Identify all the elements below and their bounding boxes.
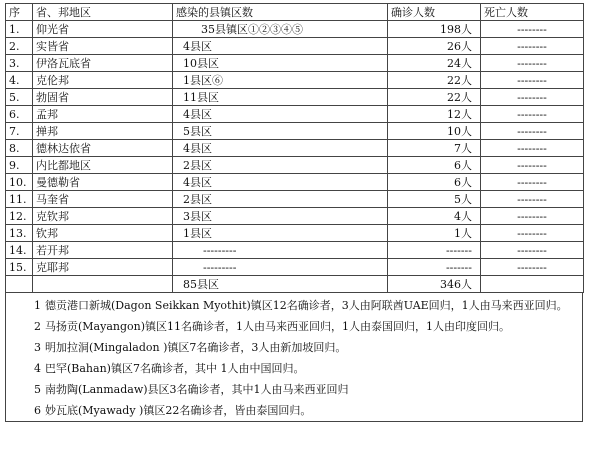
row-region: 内比都地区 (33, 157, 173, 174)
row-no: 2. (6, 38, 33, 55)
row-deaths: -------- (481, 123, 584, 140)
table-row (6, 72, 584, 89)
row-confirmed: 24人 (388, 55, 481, 72)
table-row (6, 55, 584, 72)
table-row (6, 174, 584, 191)
row-deaths: -------- (481, 157, 584, 174)
row-region: 德林达依省 (33, 140, 173, 157)
row-deaths: -------- (481, 208, 584, 225)
row-deaths: -------- (481, 89, 584, 106)
total-empty-cell-0 (6, 276, 33, 293)
row-towns: 2县区 (173, 191, 388, 208)
row-confirmed: 6人 (388, 157, 481, 174)
row-no: 12. (6, 208, 33, 225)
total-empty-cell-1 (33, 276, 173, 293)
header-confirmed: 确诊人数 (388, 4, 481, 21)
row-region: 伊洛瓦底省 (33, 55, 173, 72)
row-no: 15. (6, 259, 33, 276)
row-no: 10. (6, 174, 33, 191)
row-confirmed: 12人 (388, 106, 481, 123)
table-row (6, 259, 584, 276)
footnote-text: 明加拉洞(Mingaladon )镇区7名确诊者，3人由新加坡回归。 (45, 341, 347, 354)
table-row (6, 123, 584, 140)
row-towns: 4县区 (173, 106, 388, 123)
footnote-text: 马扬贡(Mayangon)镇区11名确诊者，1人由马来西亚回归，1人由泰国回归，1人由印度回归。 (45, 320, 510, 333)
row-confirmed: 22人 (388, 89, 481, 106)
row-confirmed: ------- (388, 259, 481, 276)
row-region: 曼德勒省 (33, 174, 173, 191)
row-towns: 4县区 (173, 140, 388, 157)
table-row (6, 191, 584, 208)
table-row (6, 242, 584, 259)
row-confirmed: 4人 (388, 208, 481, 225)
row-deaths: -------- (481, 38, 584, 55)
row-towns: --------- (173, 259, 388, 276)
row-confirmed: 1人 (388, 225, 481, 242)
row-confirmed: 10人 (388, 123, 481, 140)
row-no: 7. (6, 123, 33, 140)
footnote-number: 6 (34, 404, 41, 417)
row-deaths: -------- (481, 174, 584, 191)
table-row (6, 225, 584, 242)
footnote-text: 德贡港口新城(Dagon Seikkan Myothit)镇区12名确诊者，3人由阿联酋UAE回归，1人由马来西亚回归。 (45, 299, 568, 312)
row-region: 孟邦 (33, 106, 173, 123)
row-no: 8. (6, 140, 33, 157)
row-towns: 2县区 (173, 157, 388, 174)
row-confirmed: 26人 (388, 38, 481, 55)
table-row (6, 140, 584, 157)
row-no: 11. (6, 191, 33, 208)
row-no: 13. (6, 225, 33, 242)
row-towns: 35县镇区①②③④⑤ (173, 21, 388, 38)
footnotes-box (5, 293, 583, 422)
footnote (6, 358, 582, 379)
row-no: 1. (6, 21, 33, 38)
footnote (6, 400, 582, 421)
footnote-number: 1 (34, 299, 41, 312)
header-no: 序 (6, 4, 33, 21)
row-deaths: -------- (481, 259, 584, 276)
row-deaths: -------- (481, 21, 584, 38)
row-no: 9. (6, 157, 33, 174)
row-towns: --------- (173, 242, 388, 259)
row-region: 马奎省 (33, 191, 173, 208)
row-towns: 5县区 (173, 123, 388, 140)
row-deaths: -------- (481, 242, 584, 259)
row-confirmed: 6人 (388, 174, 481, 191)
row-region: 勃固省 (33, 89, 173, 106)
total-empty-cell-4 (481, 276, 584, 293)
row-region: 实皆省 (33, 38, 173, 55)
table-row (6, 208, 584, 225)
row-deaths: -------- (481, 140, 584, 157)
row-confirmed: 22人 (388, 72, 481, 89)
total-confirmed: 346人 (388, 276, 481, 293)
row-confirmed: 5人 (388, 191, 481, 208)
row-deaths: -------- (481, 225, 584, 242)
footnote-number: 4 (34, 362, 41, 375)
row-towns: 3县区 (173, 208, 388, 225)
row-towns: 10县区 (173, 55, 388, 72)
row-towns: 1县区 (173, 225, 388, 242)
row-no: 6. (6, 106, 33, 123)
footnote (6, 337, 582, 358)
covid-report-page (5, 3, 583, 422)
table-row (6, 157, 584, 174)
total-towns: 85县区 (173, 276, 388, 293)
footnote-number: 2 (34, 320, 41, 333)
row-confirmed: ------- (388, 242, 481, 259)
table-row (6, 89, 584, 106)
footnote (6, 379, 582, 400)
row-towns: 4县区 (173, 174, 388, 191)
row-deaths: -------- (481, 191, 584, 208)
row-deaths: -------- (481, 106, 584, 123)
row-no: 14. (6, 242, 33, 259)
row-towns: 1县区⑥ (173, 72, 388, 89)
footnote (6, 316, 582, 337)
row-region: 若开邦 (33, 242, 173, 259)
footnote-text: 巴罕(Bahan)镇区7名确诊者，其中 1人由中国回归。 (45, 362, 305, 375)
footnote-number: 3 (34, 341, 41, 354)
row-towns: 4县区 (173, 38, 388, 55)
row-no: 4. (6, 72, 33, 89)
footnote-number: 5 (34, 383, 41, 396)
row-region: 克钦邦 (33, 208, 173, 225)
row-deaths: -------- (481, 55, 584, 72)
header-towns: 感染的县镇区数 (173, 4, 388, 21)
table-row (6, 106, 584, 123)
table-row (6, 38, 584, 55)
footnote-text: 妙瓦底(Myawady )镇区22名确诊者，皆由泰国回归。 (45, 404, 312, 417)
row-region: 钦邦 (33, 225, 173, 242)
header-region: 省、邦地区 (33, 4, 173, 21)
row-region: 克伦邦 (33, 72, 173, 89)
row-confirmed: 198人 (388, 21, 481, 38)
table-total-row (6, 276, 584, 293)
footnote (6, 295, 582, 316)
row-confirmed: 7人 (388, 140, 481, 157)
footnote-text: 南勃陶(Lanmadaw)县区3名确诊者，其中1人由马来西亚回归 (45, 383, 349, 396)
row-region: 克耶邦 (33, 259, 173, 276)
row-region: 仰光省 (33, 21, 173, 38)
row-no: 5. (6, 89, 33, 106)
row-no: 3. (6, 55, 33, 72)
row-towns: 11县区 (173, 89, 388, 106)
table-row (6, 21, 584, 38)
row-deaths: -------- (481, 72, 584, 89)
header-deaths: 死亡人数 (481, 4, 584, 21)
row-region: 掸邦 (33, 123, 173, 140)
case-table (5, 3, 584, 293)
table-header-row (6, 4, 584, 21)
